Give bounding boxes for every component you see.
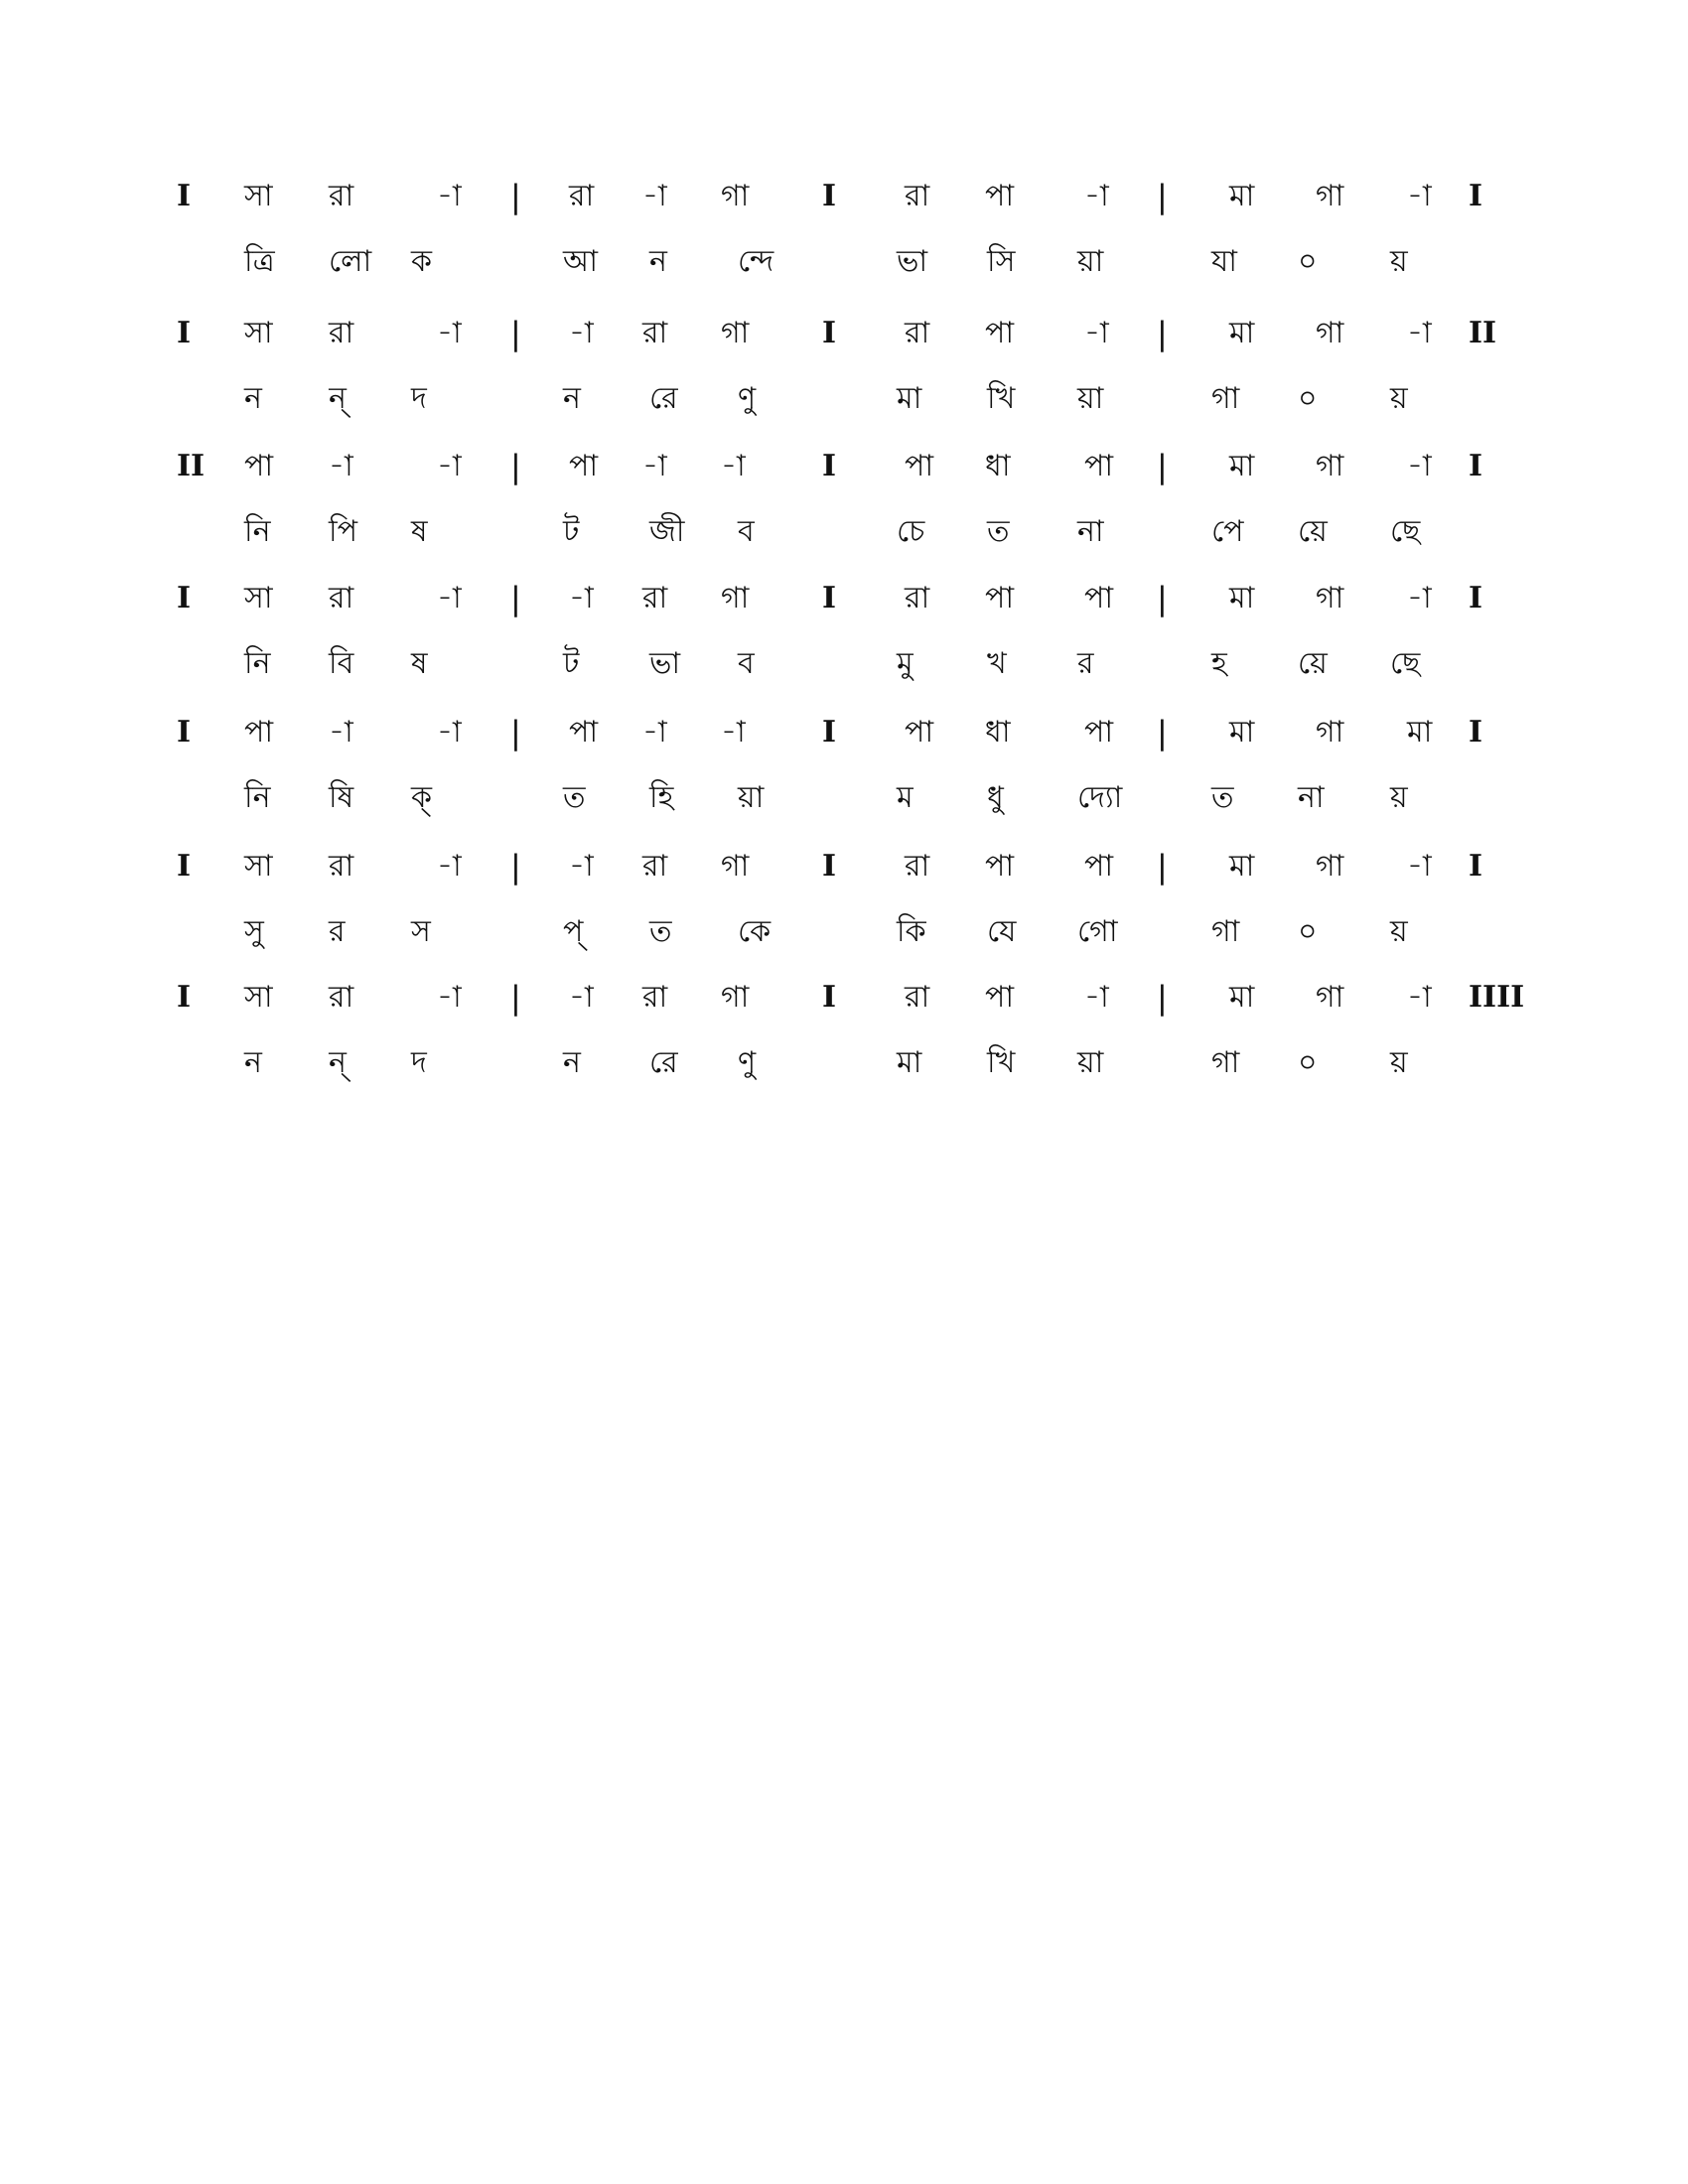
lyric-syllable: ত bbox=[1211, 780, 1234, 815]
barline: I bbox=[177, 581, 192, 615]
barline: I bbox=[822, 980, 837, 1015]
note: গা bbox=[1316, 715, 1344, 750]
lyric-syllable: ন্ bbox=[329, 1045, 347, 1080]
note: মা bbox=[1229, 980, 1255, 1015]
lyric-syllable: ণু bbox=[738, 1045, 757, 1080]
note: গা bbox=[721, 581, 750, 615]
beat-divider: | bbox=[1157, 848, 1168, 886]
note: পা bbox=[1084, 715, 1114, 750]
lyric-syllable: ট bbox=[563, 514, 580, 549]
beat-divider: | bbox=[510, 178, 521, 215]
note: রা bbox=[905, 316, 930, 350]
note: -া bbox=[1407, 449, 1432, 483]
note: -া bbox=[1084, 316, 1109, 350]
note: রা bbox=[905, 179, 930, 213]
lyrics-row-5 bbox=[0, 768, 1688, 828]
lyric-syllable: য় bbox=[1390, 1045, 1408, 1080]
barline: I bbox=[1469, 581, 1483, 615]
note: পা bbox=[569, 449, 599, 483]
notes-row-7 bbox=[0, 968, 1688, 1027]
note: -া bbox=[329, 715, 353, 750]
beat-divider: | bbox=[1157, 448, 1168, 485]
note: -া bbox=[721, 715, 746, 750]
beat-divider: | bbox=[510, 448, 521, 485]
barline: I bbox=[822, 849, 837, 884]
lyric-syllable: দ bbox=[411, 381, 427, 416]
lyric-syllable: গা bbox=[1211, 914, 1240, 949]
note: রা bbox=[642, 849, 668, 884]
note: -া bbox=[642, 449, 667, 483]
note: মা bbox=[1229, 581, 1255, 615]
note: রা bbox=[905, 980, 930, 1015]
lyric-syllable: য়া bbox=[1077, 381, 1104, 416]
note: রা bbox=[329, 581, 354, 615]
lyric-syllable: ত bbox=[563, 780, 586, 815]
lyric-syllable: গো bbox=[1077, 914, 1118, 949]
lyric-syllable: না bbox=[1077, 514, 1104, 549]
beat-divider: | bbox=[1157, 315, 1168, 352]
lyric-syllable: ছে bbox=[1390, 514, 1421, 549]
barline: I bbox=[822, 316, 837, 350]
note: পা bbox=[244, 449, 274, 483]
note: -া bbox=[1407, 581, 1432, 615]
note: সা bbox=[244, 849, 273, 884]
lyric-syllable: ০ bbox=[1298, 914, 1318, 949]
lyric-syllable: য়া bbox=[738, 780, 765, 815]
lyric-syllable: ষ bbox=[411, 646, 428, 681]
note: সা bbox=[244, 980, 273, 1015]
lyric-syllable: ন bbox=[563, 381, 581, 416]
note: পা bbox=[569, 715, 599, 750]
lyric-syllable: জী bbox=[649, 514, 685, 549]
note: -া bbox=[437, 449, 462, 483]
lyrics-row-2 bbox=[0, 369, 1688, 429]
note: পা bbox=[985, 316, 1015, 350]
lyric-syllable: নি bbox=[244, 514, 271, 549]
lyric-syllable: সি bbox=[987, 244, 1016, 279]
lyric-syllable: ক্ bbox=[411, 780, 432, 815]
beat-divider: | bbox=[1157, 979, 1168, 1017]
note: গা bbox=[1316, 179, 1344, 213]
note: -া bbox=[437, 179, 462, 213]
note: রা bbox=[329, 980, 354, 1015]
note: -া bbox=[1407, 980, 1432, 1015]
note: -া bbox=[1407, 179, 1432, 213]
lyric-syllable: য়ে bbox=[1298, 514, 1328, 549]
lyric-syllable: ০ bbox=[1298, 244, 1318, 279]
note: -া bbox=[1084, 980, 1109, 1015]
note: পা bbox=[985, 980, 1015, 1015]
note: -া bbox=[437, 715, 462, 750]
note: -া bbox=[1407, 849, 1432, 884]
note: পা bbox=[905, 449, 934, 483]
lyric-syllable: ছে bbox=[1390, 646, 1421, 681]
barline: I bbox=[822, 581, 837, 615]
note: পা bbox=[985, 581, 1015, 615]
lyric-syllable: ন bbox=[563, 1045, 581, 1080]
beat-divider: | bbox=[1157, 714, 1168, 751]
note: গা bbox=[721, 980, 750, 1015]
lyrics-row-3 bbox=[0, 502, 1688, 562]
note: গা bbox=[721, 179, 750, 213]
lyric-syllable: ব bbox=[738, 514, 755, 549]
lyric-syllable: গা bbox=[1211, 1045, 1240, 1080]
note: গা bbox=[1316, 980, 1344, 1015]
lyric-syllable: ক bbox=[411, 244, 432, 279]
note: মা bbox=[1229, 849, 1255, 884]
lyric-syllable: হি bbox=[649, 780, 674, 815]
note: গা bbox=[721, 849, 750, 884]
lyric-syllable: ত bbox=[649, 914, 672, 949]
lyric-syllable: ট bbox=[563, 646, 580, 681]
beat-divider: | bbox=[1157, 178, 1168, 215]
note: সা bbox=[244, 581, 273, 615]
notes-row-6 bbox=[0, 837, 1688, 896]
lyric-syllable: পি bbox=[329, 514, 357, 549]
lyric-syllable: সু bbox=[244, 914, 264, 949]
lyrics-row-4 bbox=[0, 634, 1688, 694]
barline: I bbox=[1469, 179, 1483, 213]
note: মা bbox=[1229, 715, 1255, 750]
note: পা bbox=[1084, 849, 1114, 884]
note: মা bbox=[1407, 715, 1433, 750]
note: পা bbox=[1084, 449, 1114, 483]
lyric-syllable: ধু bbox=[987, 780, 1004, 815]
lyric-syllable: আ bbox=[563, 244, 598, 279]
note: গা bbox=[1316, 449, 1344, 483]
note: রা bbox=[329, 849, 354, 884]
note: -া bbox=[437, 581, 462, 615]
lyric-syllable: র bbox=[1077, 646, 1094, 681]
lyric-syllable: য়া bbox=[1077, 1045, 1104, 1080]
lyric-syllable: ভা bbox=[649, 646, 681, 681]
beat-divider: | bbox=[510, 979, 521, 1017]
note: মা bbox=[1229, 179, 1255, 213]
lyric-syllable: য় bbox=[1390, 381, 1408, 416]
lyric-syllable: রে bbox=[649, 1045, 678, 1080]
barline: II bbox=[177, 449, 206, 483]
lyric-syllable: য় bbox=[1390, 914, 1408, 949]
barline: I bbox=[177, 849, 192, 884]
lyric-syllable: য় bbox=[1390, 780, 1408, 815]
lyric-syllable: য়া bbox=[1077, 244, 1104, 279]
lyric-syllable: ষ bbox=[411, 514, 428, 549]
barline: I bbox=[1469, 715, 1483, 750]
note: -া bbox=[642, 179, 667, 213]
lyric-syllable: যা bbox=[1211, 244, 1237, 279]
lyric-syllable: হ bbox=[1211, 646, 1227, 681]
barline: I bbox=[822, 715, 837, 750]
lyric-syllable: বি bbox=[329, 646, 354, 681]
barline: II bbox=[1469, 316, 1497, 350]
note: -া bbox=[1407, 316, 1432, 350]
lyric-syllable: য়ে bbox=[1298, 646, 1328, 681]
lyric-syllable: কে bbox=[738, 914, 772, 949]
note: ধা bbox=[985, 449, 1011, 483]
lyrics-row-1 bbox=[0, 232, 1688, 292]
note: পা bbox=[905, 715, 934, 750]
note: গা bbox=[1316, 849, 1344, 884]
lyric-syllable: চে bbox=[897, 514, 925, 549]
note: গা bbox=[721, 316, 750, 350]
beat-divider: | bbox=[510, 714, 521, 751]
note: -া bbox=[721, 449, 746, 483]
lyric-syllable: না bbox=[1298, 780, 1325, 815]
lyric-syllable: স bbox=[411, 914, 431, 949]
notes-row-3 bbox=[0, 437, 1688, 496]
lyric-syllable: যে bbox=[987, 914, 1017, 949]
note: পা bbox=[985, 179, 1015, 213]
note: -া bbox=[569, 980, 594, 1015]
note: -া bbox=[1084, 179, 1109, 213]
barline: I bbox=[177, 316, 192, 350]
note: -া bbox=[642, 715, 667, 750]
barline: I bbox=[1469, 449, 1483, 483]
note: পা bbox=[985, 849, 1015, 884]
note: -া bbox=[569, 581, 594, 615]
lyric-syllable: পে bbox=[1211, 514, 1244, 549]
lyrics-row-7 bbox=[0, 1033, 1688, 1093]
notes-row-5 bbox=[0, 703, 1688, 762]
note: রা bbox=[642, 980, 668, 1015]
lyric-syllable: ত্রি bbox=[244, 244, 275, 279]
lyric-syllable: মা bbox=[897, 1045, 922, 1080]
lyric-syllable: ভা bbox=[897, 244, 928, 279]
lyric-syllable: ০ bbox=[1298, 381, 1318, 416]
lyric-syllable: রে bbox=[649, 381, 678, 416]
note: রা bbox=[905, 581, 930, 615]
lyric-syllable: দ bbox=[411, 1045, 427, 1080]
note: সা bbox=[244, 179, 273, 213]
note: -া bbox=[329, 449, 353, 483]
lyric-syllable: দ্যো bbox=[1077, 780, 1123, 815]
barline: I bbox=[177, 179, 192, 213]
note: -া bbox=[569, 849, 594, 884]
notes-row-1 bbox=[0, 167, 1688, 226]
note: গা bbox=[1316, 581, 1344, 615]
note: গা bbox=[1316, 316, 1344, 350]
barline: I bbox=[177, 715, 192, 750]
notes-row-2 bbox=[0, 304, 1688, 363]
lyric-syllable: ম bbox=[897, 780, 914, 815]
barline: I bbox=[822, 449, 837, 483]
lyric-syllable: কি bbox=[897, 914, 926, 949]
note: রা bbox=[329, 179, 354, 213]
lyric-syllable: মু bbox=[897, 646, 914, 681]
lyric-syllable: খি bbox=[987, 381, 1016, 416]
beat-divider: | bbox=[1157, 580, 1168, 617]
barline: I bbox=[177, 980, 192, 1015]
lyric-syllable: ন bbox=[244, 381, 262, 416]
barline: I bbox=[1469, 849, 1483, 884]
beat-divider: | bbox=[510, 848, 521, 886]
note: রা bbox=[905, 849, 930, 884]
note: রা bbox=[329, 316, 354, 350]
lyric-syllable: গা bbox=[1211, 381, 1240, 416]
lyric-syllable: ণু bbox=[738, 381, 757, 416]
lyric-syllable: ন্দে bbox=[738, 244, 774, 279]
notes-row-4 bbox=[0, 569, 1688, 628]
lyric-syllable: ব bbox=[738, 646, 755, 681]
lyric-syllable: নি bbox=[244, 780, 271, 815]
lyric-syllable: মা bbox=[897, 381, 922, 416]
note: পা bbox=[244, 715, 274, 750]
lyric-syllable: ০ bbox=[1298, 1045, 1318, 1080]
note: -া bbox=[437, 849, 462, 884]
lyric-syllable: য় bbox=[1390, 244, 1408, 279]
note: রা bbox=[642, 581, 668, 615]
beat-divider: | bbox=[510, 580, 521, 617]
note: -া bbox=[437, 980, 462, 1015]
lyric-syllable: ন bbox=[244, 1045, 262, 1080]
note: মা bbox=[1229, 316, 1255, 350]
note: রা bbox=[642, 316, 668, 350]
barline: IIII bbox=[1469, 980, 1525, 1015]
lyric-syllable: র bbox=[329, 914, 346, 949]
lyric-syllable: ন bbox=[649, 244, 667, 279]
lyric-syllable: খ bbox=[987, 646, 1007, 681]
note: রা bbox=[569, 179, 595, 213]
lyric-syllable: ষি bbox=[329, 780, 354, 815]
note: সা bbox=[244, 316, 273, 350]
lyric-syllable: ন্ bbox=[329, 381, 347, 416]
lyric-syllable: খি bbox=[987, 1045, 1016, 1080]
beat-divider: | bbox=[510, 315, 521, 352]
note: -া bbox=[569, 316, 594, 350]
note: পা bbox=[1084, 581, 1114, 615]
lyrics-row-6 bbox=[0, 902, 1688, 962]
note: -া bbox=[437, 316, 462, 350]
lyric-syllable: লো bbox=[329, 244, 372, 279]
barline: I bbox=[822, 179, 837, 213]
note: ধা bbox=[985, 715, 1011, 750]
lyric-syllable: নি bbox=[244, 646, 271, 681]
lyric-syllable: ত bbox=[987, 514, 1010, 549]
note: মা bbox=[1229, 449, 1255, 483]
lyric-syllable: প্ bbox=[563, 914, 584, 949]
